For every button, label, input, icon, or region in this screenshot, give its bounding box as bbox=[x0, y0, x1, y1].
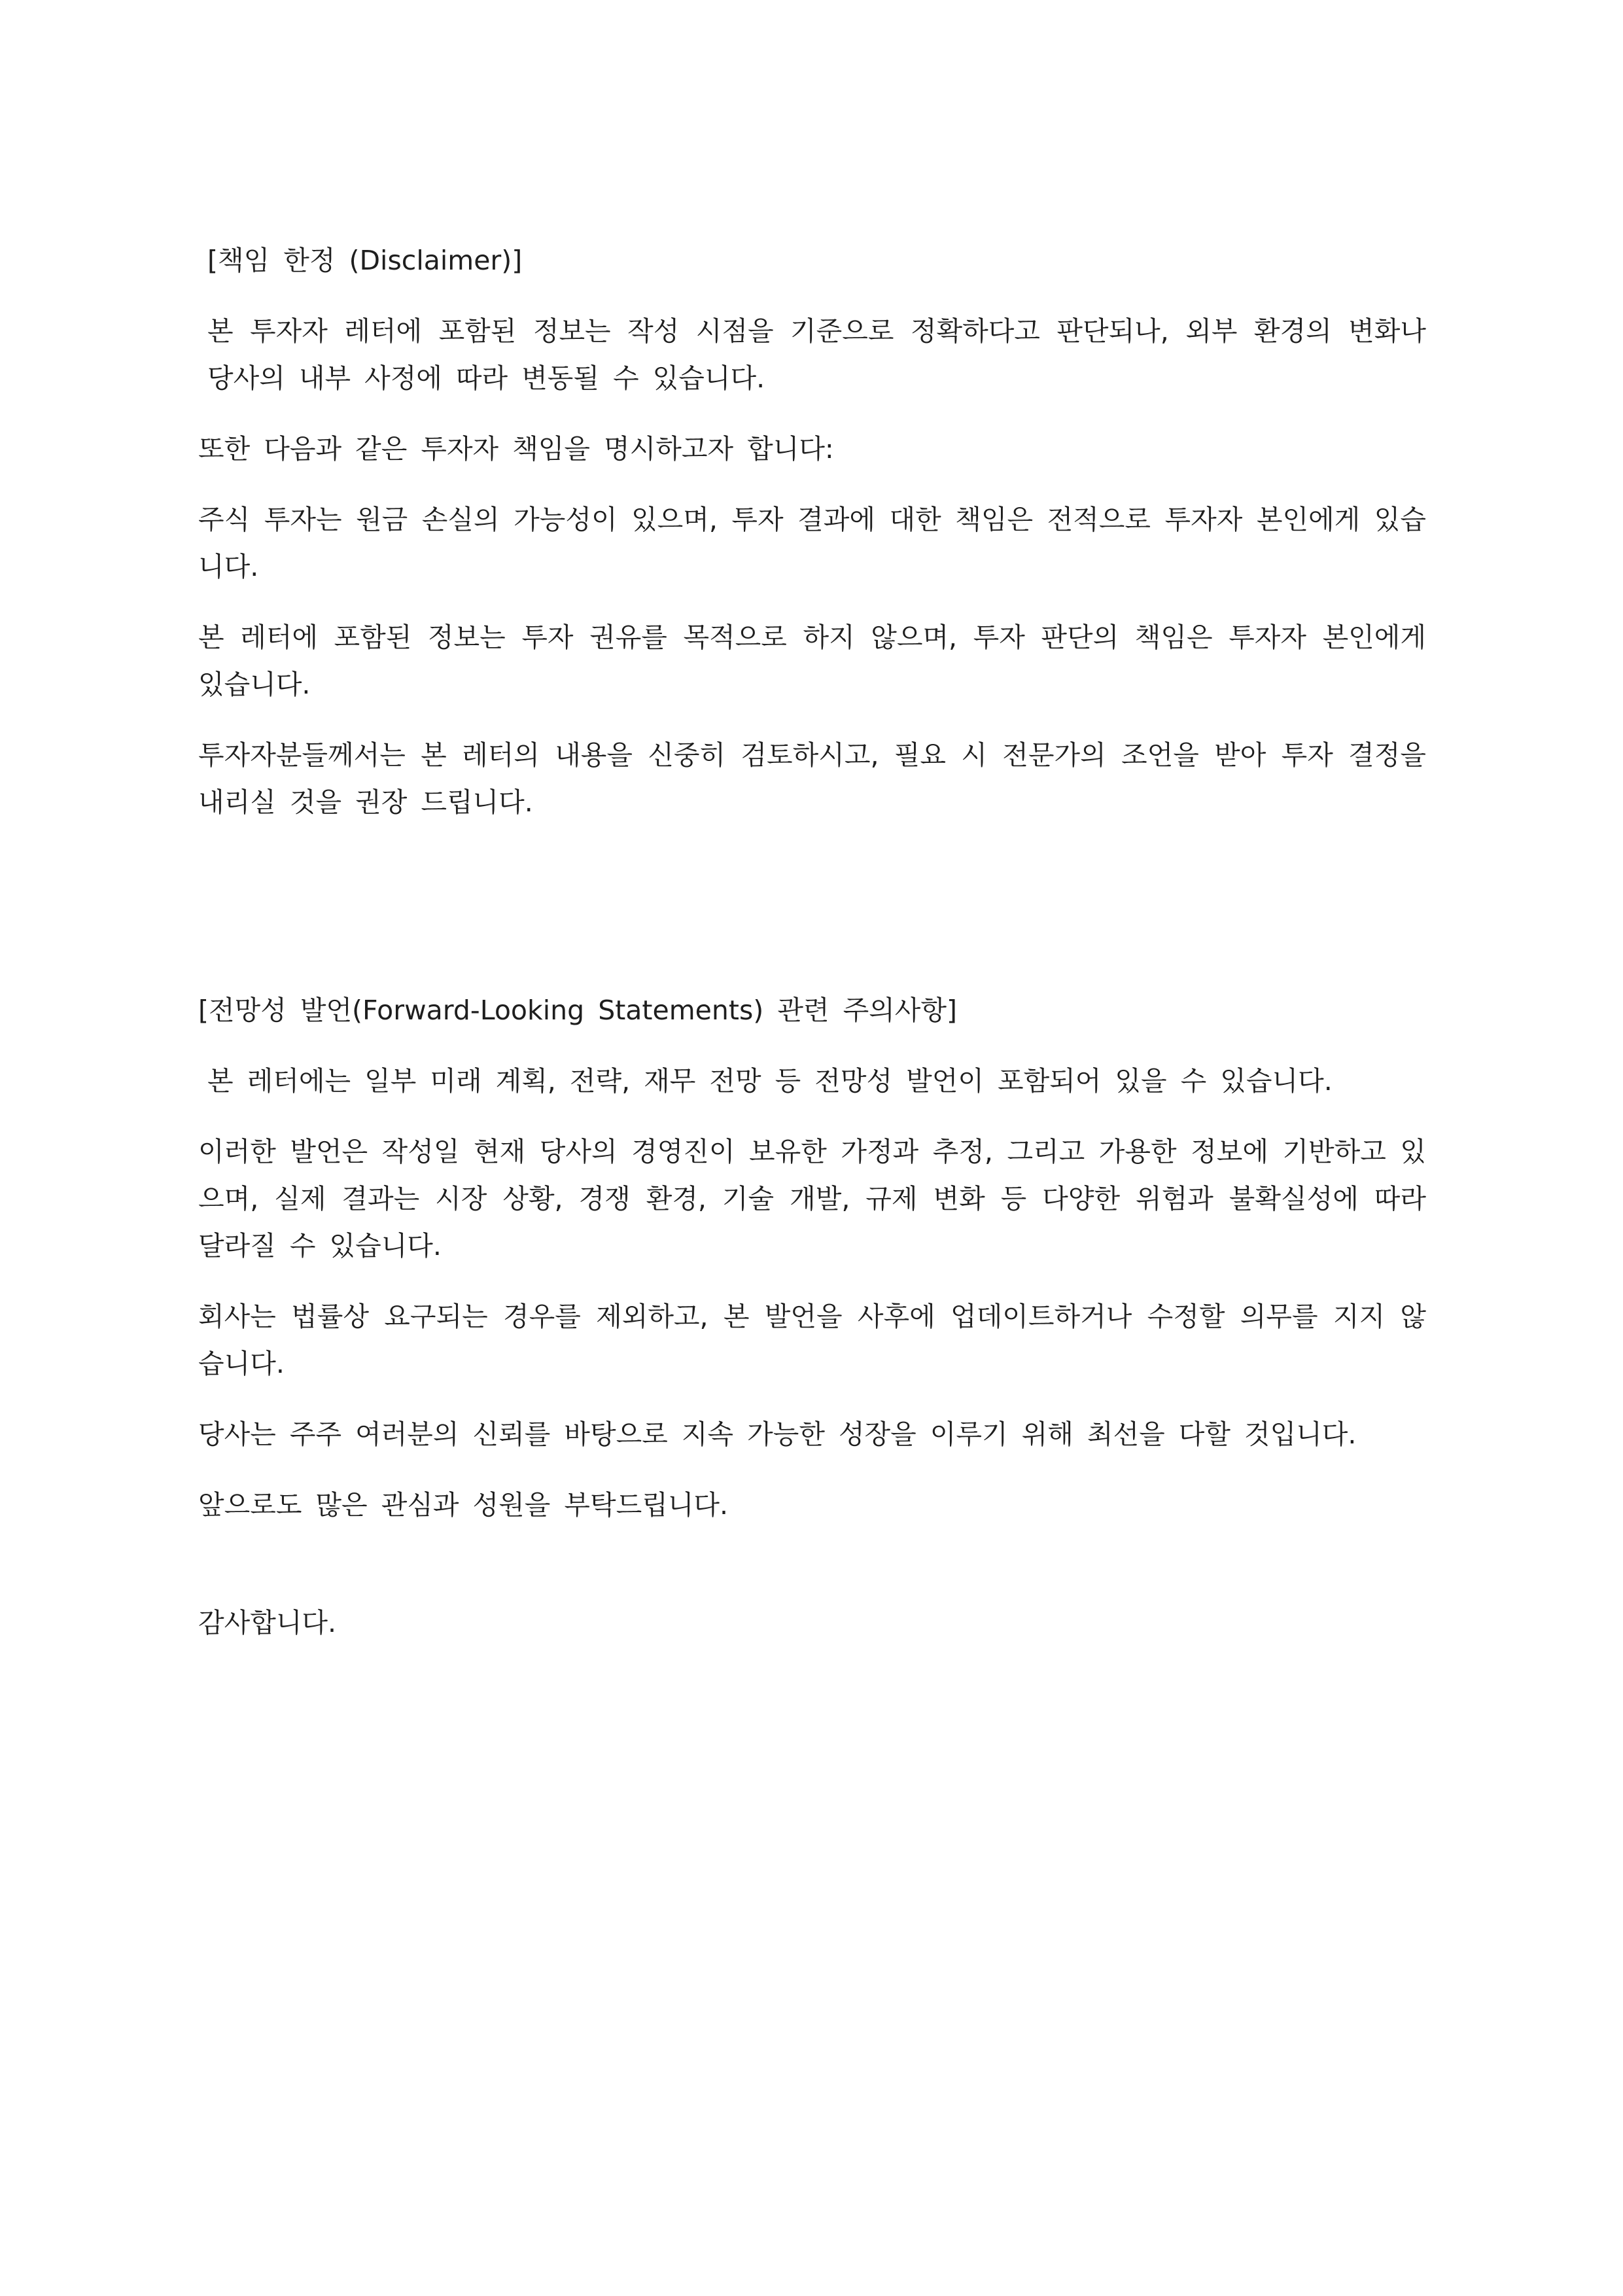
forward-looking-heading: [전망성 발언(Forward-Looking Statements) 관련 주의사항] bbox=[198, 995, 958, 1026]
closing-text: 감사합니다. bbox=[198, 1607, 337, 1638]
disclaimer-paragraph: 본 레터에 포함된 정보는 투자 권유를 목적으로 하지 않으며, 투자 판단의 책임은 투자자 본인에게 있습니다. bbox=[198, 622, 1426, 700]
document-body bbox=[198, 237, 1426, 1670]
disclaimer-paragraph: 투자자분들께서는 본 레터의 내용을 신중히 검토하시고, 필요 시 전문가의 조언을 받아 투자 결정을 내리실 것을 권장 드립니다. bbox=[198, 739, 1426, 818]
closing-spacer bbox=[198, 1552, 1426, 1599]
disclaimer-paragraph: 본 투자자 레터에 포함된 정보는 작성 시점을 기준으로 정확하다고 판단되나, 외부 환경의 변화나 당사의 내부 사정에 따라 변동될 수 있습니다. bbox=[207, 315, 1426, 394]
forward-looking-paragraph: 당사는 주주 여러분의 신뢰를 바탕으로 지속 가능한 성장을 이루기 위해 최선을 다할 것입니다. bbox=[198, 1419, 1357, 1450]
section-spacer bbox=[198, 849, 1426, 987]
forward-looking-paragraph: 회사는 법률상 요구되는 경우를 제외하고, 본 발언을 사후에 업데이트하거나 수정할 의무를 지지 않습니다. bbox=[198, 1301, 1426, 1379]
disclaimer-paragraph: 주식 투자는 원금 손실의 가능성이 있으며, 투자 결과에 대한 책임은 전적으로 투자자 본인에게 있습니다. bbox=[198, 504, 1426, 582]
disclaimer-heading: [책임 한정 (Disclaimer)] bbox=[207, 245, 523, 276]
forward-looking-paragraph: 앞으로도 많은 관심과 성원을 부탁드립니다. bbox=[198, 1489, 729, 1521]
forward-looking-paragraph: 이러한 발언은 작성일 현재 당사의 경영진이 보유한 가정과 추정, 그리고 가용한 정보에 기반하고 있으며, 실제 결과는 시장 상황, 경쟁 환경, 기술 개발, 규제 변화 등 다양한 위험과 불확실성에 따라 달라질 수 있습니다. bbox=[198, 1136, 1426, 1262]
disclaimer-paragraph: 또한 다음과 같은 투자자 책임을 명시하고자 합니다: bbox=[198, 433, 834, 465]
forward-looking-paragraph: 본 레터에는 일부 미래 계획, 전략, 재무 전망 등 전망성 발언이 포함되어 있을 수 있습니다. bbox=[207, 1065, 1333, 1097]
